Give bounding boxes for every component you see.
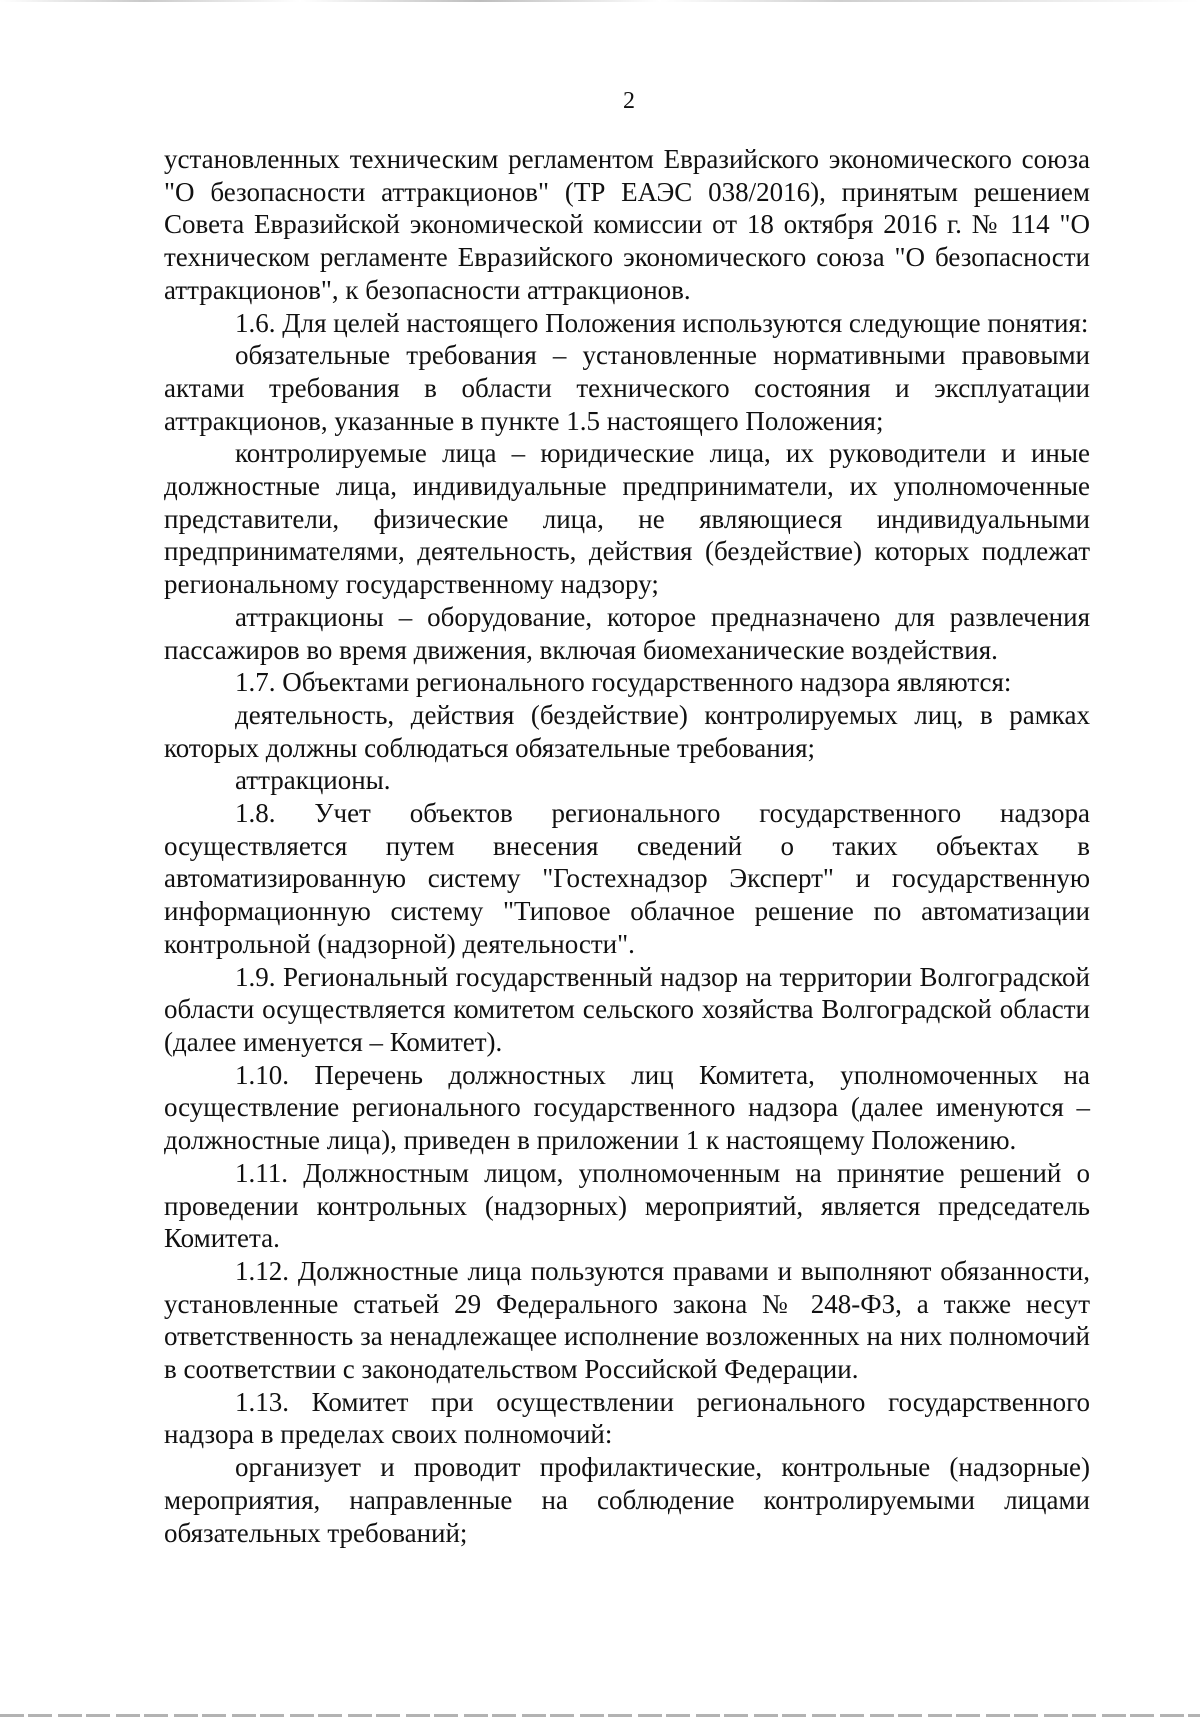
definition-attractions: аттракционы – оборудование, которое предназначено для развлечения пассажиров во время движения, включая биомеханические воздействия.	[164, 601, 1090, 665]
paragraph-1-8: 1.8. Учет объектов регионального государственного надзора осуществляется путем внесения сведений о таких объектах в автоматизированную систему "Гостехнадзор Эксперт" и государственную информационную систему "Типовое облачное решение по автоматизации контрольной (надзорной) деятельности".	[164, 798, 1090, 959]
paragraph-1-6: 1.6. Для целей настоящего Положения используются следующие понятия:	[235, 307, 1089, 338]
scan-edge-bottom	[0, 1714, 1200, 1717]
paragraph-1-11: 1.11. Должностным лицом, уполномоченным на принятие решений о проведении контрольных (надзорных) мероприятий, является председатель Комитета.	[164, 1157, 1090, 1254]
paragraph-1-13: 1.13. Комитет при осуществлении регионального государственного надзора в пределах своих полномочий:	[164, 1386, 1090, 1450]
paragraph-1-9: 1.9. Региональный государственный надзор на территории Волгоградской области осуществляется комитетом сельского хозяйства Волгоградской области (далее именуется – Комитет).	[164, 961, 1090, 1057]
paragraph-1-10: 1.10. Перечень должностных лиц Комитета, уполномоченных на осуществление регионального государственного надзора (далее именуются – должностные лица), приведен в приложении 1 к настоящему Положению.	[164, 1059, 1090, 1156]
paragraph-1-7: 1.7. Объектами регионального государственного надзора являются:	[235, 667, 1012, 698]
object-attractions: аттракционы.	[235, 765, 391, 796]
paragraph-1-13-item: организует и проводит профилактические, контрольные (надзорные) мероприятия, направленные на соблюдение контролируемыми лицами обязательных требований;	[164, 1452, 1090, 1548]
definition-controlled-persons: контролируемые лица – юридические лица, их руководители и иные должностные лица, индивидуальные предприниматели, их уполномоченные представители, физические лица, не являющиеся индивидуальными предпринимателями, деятельность, действия (бездействие) которых подлежат региональному государственному надзору;	[164, 438, 1090, 600]
paragraph-continuation: установленных техническим регламентом Евразийского экономического союза "О безопасности аттракционов" (ТР ЕАЭС 038/2016), принятым решением Совета Евразийской экономической комиссии от 18 октября 2016 г. № 114 "О техническом регламенте Евразийского экономического союза "О безопасности аттракционов", к безопасности аттракционов.	[164, 144, 1090, 305]
definition-mandatory-requirements: обязательные требования – установленные нормативными правовыми актами требования в области технического состояния и эксплуатации аттракционов, указанные в пункте 1.5 настоящего Положения;	[164, 340, 1090, 436]
document-body	[164, 143, 1090, 1549]
object-activity: деятельность, действия (бездействие) контролируемых лиц, в рамках которых должны соблюдаться обязательные требования;	[164, 699, 1090, 763]
scan-edge-top	[0, 0, 1200, 2]
paragraph-1-12: 1.12. Должностные лица пользуются правами и выполняют обязанности, установленные статьей 29 Федерального закона № 248-ФЗ, а также несут ответственность за ненадлежащее исполнение возложенных на них полномочий в соответствии с законодательством Российской Федерации.	[164, 1255, 1090, 1385]
page-number: 2	[623, 88, 635, 114]
